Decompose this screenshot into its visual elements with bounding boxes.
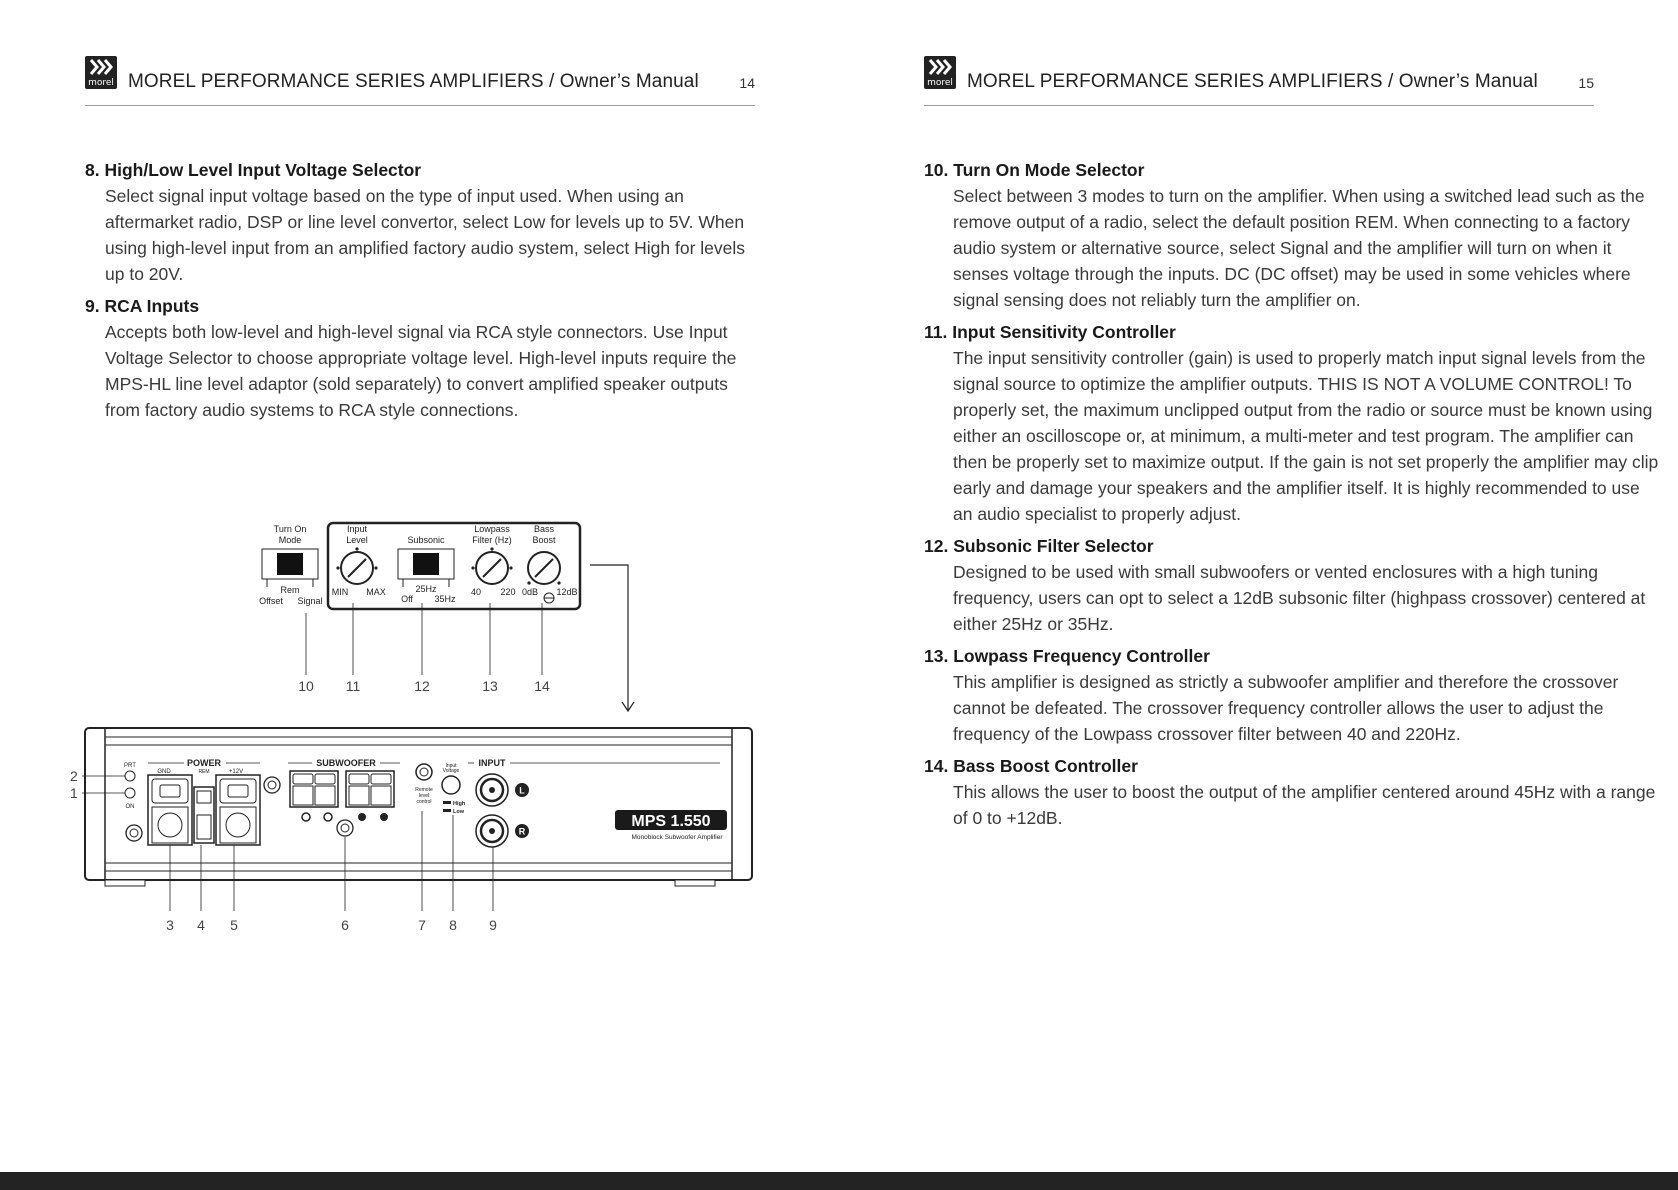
subwoofer-label: SUBWOOFER (316, 758, 376, 768)
svg-text:L: L (519, 785, 525, 796)
callout-5: 5 (230, 917, 238, 933)
section-title: 13. Lowpass Frequency Controller (924, 646, 1210, 666)
page-number: 15 (1578, 75, 1594, 91)
callout-10: 10 (298, 678, 314, 694)
max-label: MAX (366, 587, 386, 597)
prt-led (125, 771, 135, 781)
min-label: MIN (331, 587, 349, 597)
callout-12: 12 (414, 678, 430, 694)
lowpass-label: Lowpass Filter (Hz) (472, 524, 512, 545)
svg-text:+12V: +12V (228, 769, 244, 775)
callout-4: 4 (197, 917, 205, 933)
0db-label: 0dB (521, 587, 539, 597)
turn-on-switch (277, 553, 303, 575)
page-content (85, 157, 765, 429)
right-page (839, 0, 1678, 1172)
input-level-label: Input Level (346, 524, 368, 545)
svg-text:REM: REM (198, 769, 210, 775)
callout-8: 8 (449, 917, 457, 933)
section-9 (85, 293, 765, 423)
section-title: 9. RCA Inputs (85, 296, 200, 316)
section-14 (924, 753, 1659, 831)
svg-text:Low: Low (453, 809, 464, 815)
prt-label: PRT (124, 763, 136, 769)
on-led (125, 788, 135, 798)
callout-3: 3 (166, 917, 174, 933)
callout-2: 2 (70, 768, 78, 784)
bass-boost-label: Bass Boost (532, 524, 556, 545)
logo-text: morel (88, 78, 114, 88)
25hz-label: 25Hz (415, 584, 437, 594)
offset-label: Offset (259, 596, 283, 606)
header-title: MOREL PERFORMANCE SERIES AMPLIFIERS / Owner’s Manual (967, 71, 1538, 92)
logo-arrows-icon (85, 56, 117, 78)
logo-text: morel (927, 78, 953, 88)
signal-label: Signal (297, 596, 323, 606)
input-label: INPUT (478, 758, 506, 768)
panel-to-amp-arrow (590, 565, 628, 710)
section-title: 8. High/Low Level Input Voltage Selector (85, 160, 422, 180)
section-body: Accepts both low-level and high-level signal via RCA style connectors. Use Input Voltage Selector to choose appropriate voltage level. High-level inputs require the MPS-HL line level adaptor (sold separately) to convert amplified speaker outputs from factory audio systems to RCA style connections. (105, 322, 737, 420)
on-label: ON (125, 804, 135, 810)
page-content (924, 157, 1659, 837)
callout-7: 7 (418, 917, 426, 933)
svg-text:R: R (518, 826, 526, 837)
section-title: 12. Subsonic Filter Selector (924, 536, 1154, 556)
section-11 (924, 319, 1659, 527)
12db-label: 12dB (556, 587, 578, 597)
section-body: Designed to be used with small subwoofers or vented enclosures with a high tuning frequency, users can opt to select a 12dB subsonic filter (highpass crossover) centered at either 25Hz or 35Hz. (953, 562, 1646, 634)
morel-logo (924, 56, 956, 89)
page-number: 14 (739, 75, 755, 91)
subsonic-switch (413, 553, 439, 575)
turn-on-mode-label: Turn On Mode (273, 524, 307, 545)
section-title: 11. Input Sensitivity Controller (924, 322, 1176, 342)
section-8 (85, 157, 765, 287)
35hz-label: 35Hz (434, 594, 456, 604)
callout-13: 13 (482, 678, 498, 694)
amplifier-diagram (60, 515, 760, 945)
power-label: POWER (186, 758, 222, 768)
section-body: Select signal input voltage based on the type of input used. When using an aftermarket radio, DSP or line level convertor, select Low for levels up to 5V. When using high-level input from an amplified factory audio system, select High for levels up to 20V. (105, 186, 746, 284)
callout-9: 9 (489, 917, 497, 933)
section-title: 10. Turn On Mode Selector (924, 160, 1145, 180)
off-label: Off (401, 594, 413, 604)
callout-14: 14 (534, 678, 550, 694)
input-voltage-label: Input Voltage (442, 763, 460, 774)
left-page (0, 0, 839, 1172)
section-13 (924, 643, 1659, 747)
subsonic-label: Subsonic (407, 535, 445, 545)
section-body: Select between 3 modes to turn on the amplifier. When using a switched lead such as the remove output of a radio, select the default position REM. When connecting to a factory audio system or alternative source, select Signal and the amplifier will turn on when it senses voltage through the inputs. DC (DC offset) may be used in some vehicles where signal sensing does not reliably turn the amplifier on. (953, 186, 1645, 310)
section-title: 14. Bass Boost Controller (924, 756, 1138, 776)
morel-logo (85, 56, 117, 89)
header-title: MOREL PERFORMANCE SERIES AMPLIFIERS / Owner’s Manual (128, 71, 699, 92)
40-label: 40 (470, 587, 482, 597)
callout-6: 6 (341, 917, 349, 933)
model-name: MPS 1.550 (631, 813, 711, 830)
page-header (85, 56, 755, 106)
section-body: This amplifier is designed as strictly a subwoofer amplifier and therefore the crossover cannot be defeated. The crossover frequency controller allows the user to adjust the frequency of the Lowpass crossover filter between 40 and 220Hz. (953, 672, 1619, 744)
svg-text:High: High (453, 801, 466, 807)
footer-bar (0, 1172, 1678, 1190)
callout-1: 1 (70, 785, 78, 801)
rem-label: Rem (280, 585, 300, 595)
section-10 (924, 157, 1659, 313)
section-body: The input sensitivity controller (gain) is used to properly match input signal levels from the signal source to optimize the amplifier outputs. THIS IS NOT A VOLUME CONTROL! To properly set, the maximum unclipped output from the radio or source must be known using either an oscilloscope or, at minimum, a multi-meter and test program. The amplifier can then be properly set to maximize output. If the gain is not set properly the amplifier may clip early and damage your speakers and the amplifier itself. It is highly recommended to use an audio specialist to properly adjust. (953, 348, 1659, 524)
svg-text:GND: GND (157, 769, 171, 775)
section-body: This allows the user to boost the output of the amplifier centered around 45Hz with a range of 0 to +12dB. (953, 782, 1656, 828)
callout-11: 11 (345, 678, 361, 694)
page-header (924, 56, 1594, 106)
logo-arrows-icon (924, 56, 956, 78)
input-voltage-switch (442, 776, 460, 794)
model-subtitle: Monoblock Subwoofer Amplifier (631, 834, 723, 841)
remote-label: Remote level control (415, 787, 433, 805)
220-label: 220 (500, 587, 516, 597)
section-12 (924, 533, 1659, 637)
